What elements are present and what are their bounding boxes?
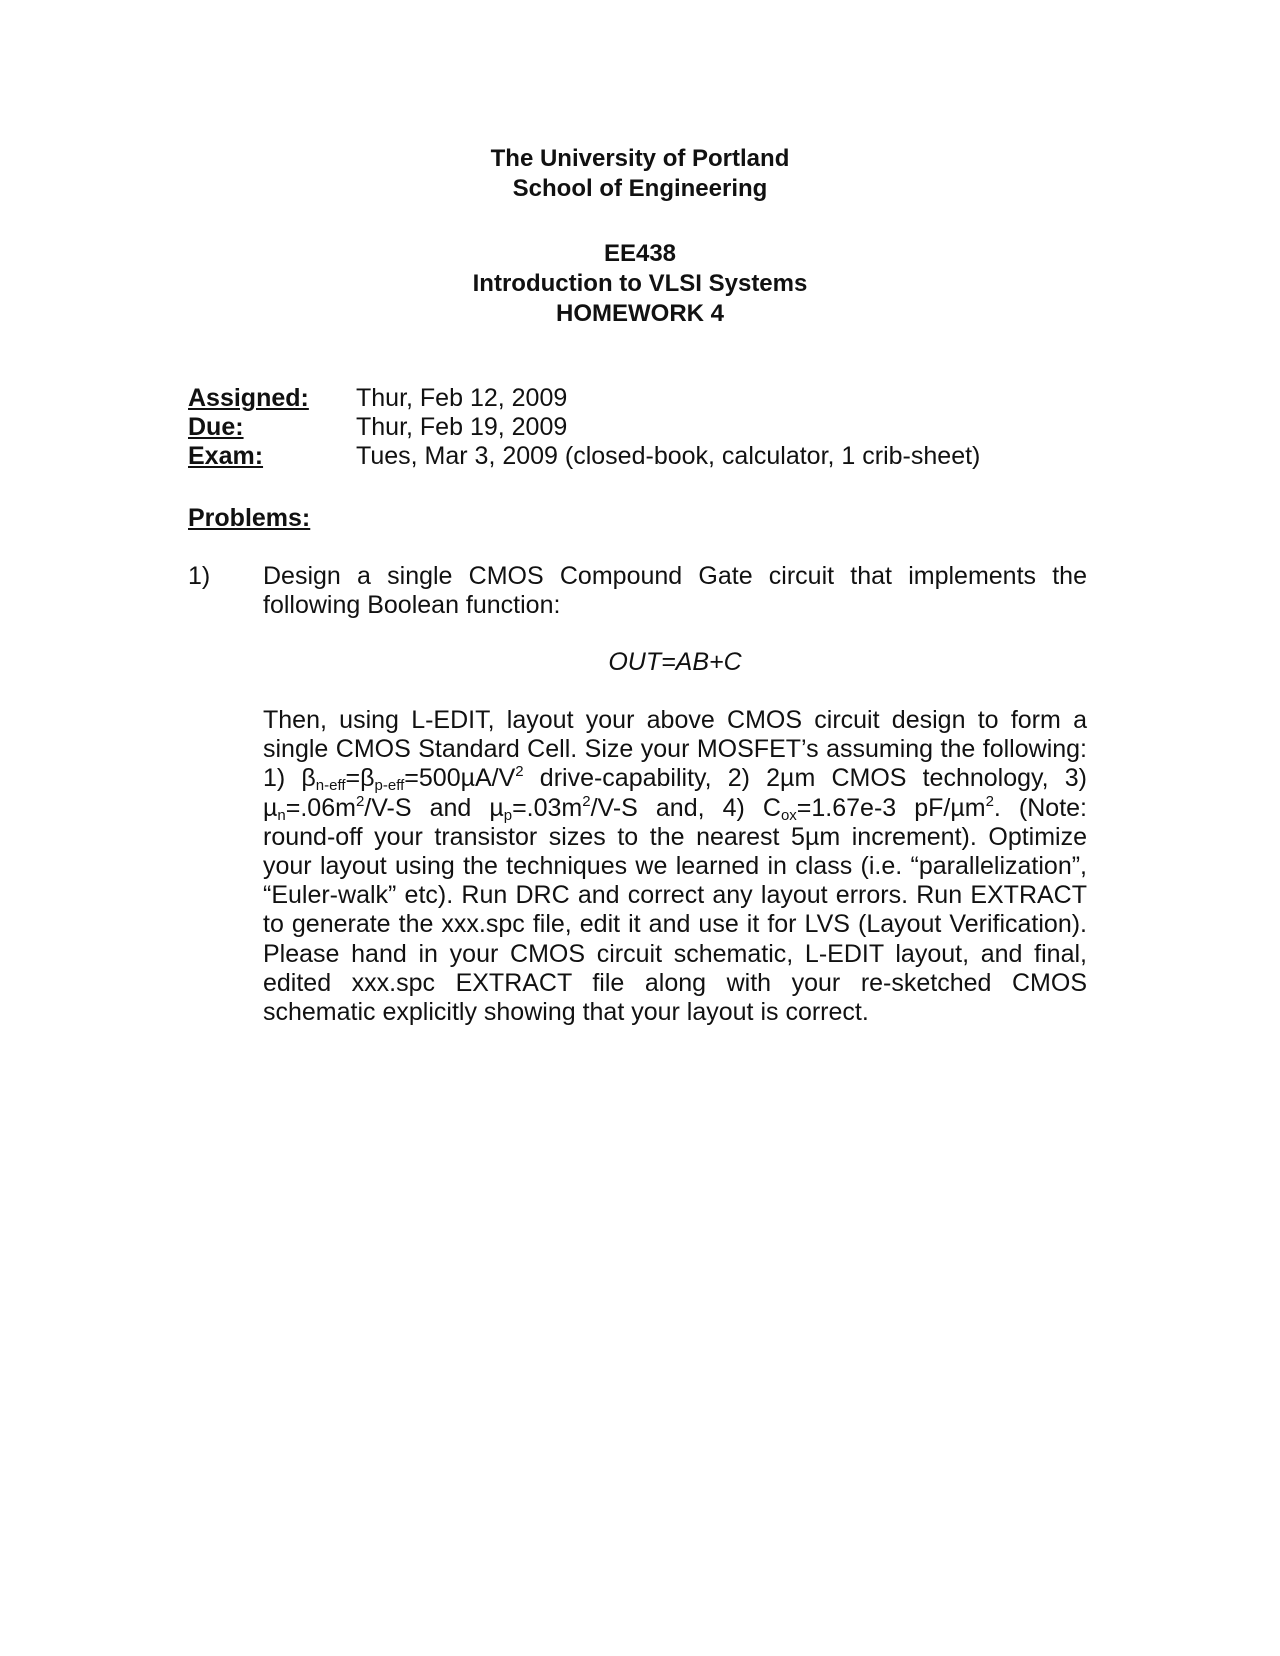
mu-p-value: =.03m (512, 793, 583, 822)
problem-number: 1) (188, 562, 211, 590)
assignment-title: HOMEWORK 4 (556, 300, 724, 327)
document-header (0, 144, 1280, 204)
mu-p-exponent: 2 (582, 792, 591, 810)
course-title: Introduction to VLSI Systems (472, 270, 808, 297)
exam-label: Exam: (188, 442, 264, 470)
mu-n-value: =.06m (285, 793, 356, 822)
due-value: Thur, Feb 19, 2009 (356, 413, 568, 441)
exam-value: Tues, Mar 3, 2009 (closed-book, calculator, 1 crib-sheet) (356, 442, 981, 470)
instructions-part-3: . (Note: round-off your transistor sizes to the nearest 5µm increment). Optimize your layout using the techniques we learned in class (i.e. “parallelization”, “Euler-walk” etc). Run DRC and correct any layout errors. Run EXTRACT to generate the xxx.spc file, edit it and use it for LVS (Layout Verification). Please hand in your CMOS circuit schematic, L-EDIT layout, and final, edited xxx.spc EXTRACT file along with your re-sketched CMOS schematic explicitly showing that your layout is correct. (263, 793, 1087, 1027)
boolean-formula: OUT=AB+C (608, 648, 742, 676)
due-row (188, 413, 980, 442)
due-label: Due: (188, 413, 244, 441)
course-code: EE438 (603, 240, 677, 267)
beta-symbol-p: β (360, 764, 375, 793)
beta-n-subscript: n-eff (315, 777, 346, 795)
course-header (0, 239, 1280, 329)
problem-intro: Design a single CMOS Compound Gate circuit that implements the following Boolean function: (263, 562, 1087, 619)
beta-symbol: β (301, 764, 316, 793)
assignment-dates (188, 384, 980, 471)
mu-p-tail: /V-S and, 4) C (590, 793, 781, 822)
assigned-label: Assigned: (188, 384, 309, 412)
problems-heading: Problems: (188, 504, 311, 532)
drive-value: =500µA/V (404, 764, 516, 793)
exam-row (188, 442, 980, 471)
instructions-part-2: drive-capability, 2) 2µm CMOS technology, 3) (523, 764, 1087, 793)
beta-p-subscript: p-eff (374, 777, 405, 795)
problem-instructions (263, 706, 1087, 1027)
mu-n-tail: /V-S and (364, 793, 490, 822)
equals-sign: = (345, 764, 361, 793)
university-name: The University of Portland (490, 145, 790, 172)
drive-exponent: 2 (515, 763, 524, 781)
mu-n-subscript: n (277, 806, 286, 824)
school-name: School of Engineering (512, 175, 768, 202)
cox-value: =1.67e-3 pF/µm (796, 793, 986, 822)
mu-n-exponent: 2 (355, 792, 365, 810)
assigned-row (188, 384, 980, 413)
mu-p-symbol: µ (489, 793, 504, 822)
instructions-part-1: Then, using L-EDIT, layout your above CMOS circuit design to form a single CMOS Standard Cell. Size your MOSFET’s assuming the following: 1) (263, 706, 1087, 793)
cox-exponent: 2 (985, 792, 994, 810)
mu-p-subscript: p (503, 806, 513, 824)
mu-n-symbol: µ (263, 793, 278, 822)
assigned-value: Thur, Feb 12, 2009 (356, 384, 568, 412)
cox-subscript: ox (780, 806, 797, 824)
